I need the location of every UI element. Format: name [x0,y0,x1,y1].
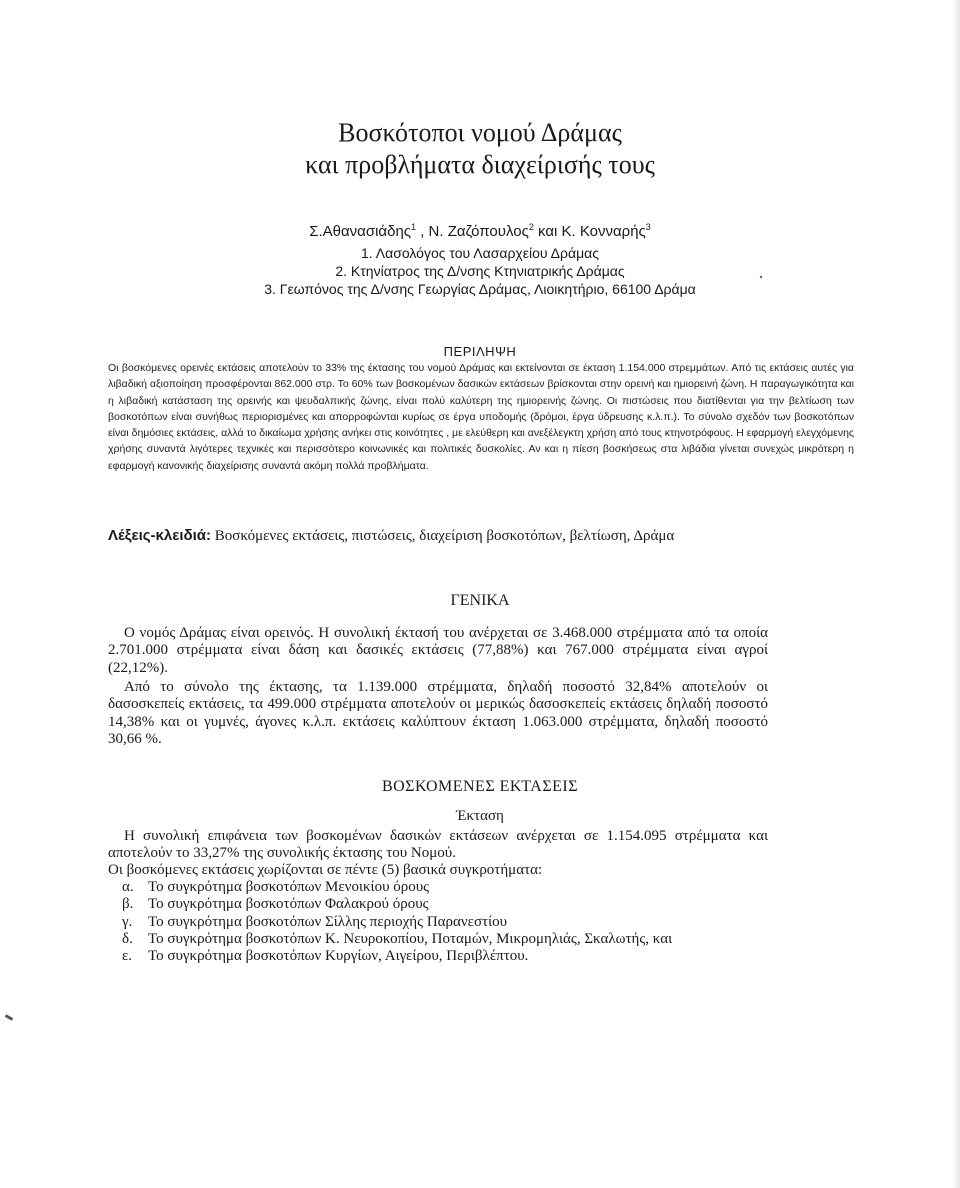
list-item [122,879,782,896]
abstract-heading: ΠΕΡΙΛΗΨΗ [443,344,517,359]
affiliation-1: 1. Λασολόγος του Λασαρχείου Δράμας [360,245,599,261]
paragraph: Από το σύνολο της έκτασης, τα 1.139.000 στρέμματα, δηλαδή ποσοστό 32,84% αποτελούν οι δασοσκεπείς εκτάσεις, τα 499.000 στρέμματα αποτελούν οι μερικώς δασοσκεπείς εκτάσεις δηλαδή ποσοστό 14,38% και οι γυμνές, άγονες κ.λ.π. εκτάσεις καλύπτουν έκταση 1.063.000 στρέμματα, δηλαδή ποσοστό 30,66 %. [108,679,768,747]
list-marker: γ. [122,913,133,930]
list-marker: ε. [122,948,133,965]
scan-edge-shadow [952,0,960,1188]
author-2-affiliation-mark: 2 [528,222,534,232]
list-item [122,914,782,931]
affiliation-3: 3. Γεωπόνος της Δ/νσης Γεωργίας Δράμας, Λιοικητήριο, 66100 Δράμα [264,281,696,297]
section-heading-general: ΓΕΝΙΚΑ [450,592,510,609]
list-item [122,896,782,913]
section-heading-grazed-areas: ΒΟΣΚΟΜΕΝΕΣ ΕΚΤΑΣΕΙΣ [381,778,579,795]
list-item [122,931,782,948]
paper-title-line-1: Βοσκότοποι νομού Δράμας [338,118,622,147]
grazing-complex-list [122,879,782,965]
author-1: Σ.Αθανασιάδης [309,223,412,240]
author-3: και Κ. Κονναρής [533,223,646,240]
paper-title-line-2: και προβλήματα διαχείρισής τους [305,150,655,179]
list-marker: α. [122,879,134,895]
list-item [122,948,782,965]
list-marker: δ. [122,930,133,947]
list-item-text: Το συγκρότημα βοσκοτόπων Κυργίων, Αιγείρου, Περιβλέπτου. [148,948,529,965]
keywords-text: Βοσκόμενες εκτάσεις, πιστώσεις, διαχείριση βοσκοτόπων, βελτίωση, Δράμα [211,528,675,544]
abstract-text: Οι βοσκόμενες ορεινές εκτάσεις αποτελούν το 33% της έκτασης του νομού Δράμας και εκτείνονται σε έκταση 1.154.000 στρεμμάτων. Από τις εκτάσεις αυτές για λιβαδική αξιοποίηση προσφέρονται 862.000 στρ. Το 60% των βοσκομένων δασικών εκτάσεων βρίσκονται στην ορεινή και ημιορεινή ζώνη. Η παραγωγικότητα και η λιβαδική κατάσταση της ορεινής και ψευδαλπικής ζώνης, είναι πολύ καλύτερη της ημιορεινής ζώνης. Οι πιστώσεις που διατίθενται για την βελτίωση των βοσκοτόπων είναι συνήθως περιορισμένες και απορροφώνται κυρίως σε έργα υποδομής (δρόμοι, έργα ύδρευσης κ.λ.π.). Το σύνολο σχεδόν των βοσκοτόπων είναι δημόσιες εκτάσεις, αλλά το δικαίωμα χρήσης ανήκει στις κοινότητες , με ελεύθερη και ανεξέλεγκτη χρήση από τους κτηνοτρόφους. Η εφαρμογή ελεγχόμενης χρήσης συναντά λιγότερες τεχνικές και περισσότερο κοινωνικές και πολιτικές δυσκολίες. Αν και η πίεση βοσκήσεως στα λιβάδια γίνεται συνεχώς μικρότερη η εφαρμογή κανονικής διαχείρισης συναντά ακόμη πολλά προβλήματα. [108,362,854,472]
list-item-text: Το συγκρότημα βοσκοτόπων Κ. Νευροκοπίου, Ποταμών, Μικρομηλιάς, Σκαλωτής, και [148,930,673,947]
list-item-text: Το συγκρότημα βοσκοτόπων Φαλακρού όρους [148,896,429,913]
author-2: , Ν. Ζαζόπουλος [416,223,529,240]
affiliation-2: 2. Κτηνίατρος της Δ/νσης Κτηνιατρικής Δράμας [335,263,625,279]
author-list [0,222,960,240]
author-3-affiliation-mark: 3 [645,222,651,232]
list-item-text: Το συγκρότημα βοσκοτόπων Σίλλης περιοχής Παρανεστίου [148,913,508,930]
keywords-label: Λέξεις-κλειδιά: [108,527,212,544]
scan-speck [5,1014,13,1021]
list-item-text: Το συγκρότημα βοσκοτόπων Μενοικίου όρους [148,879,430,895]
keywords [108,526,868,546]
author-1-affiliation-mark: 1 [411,222,417,232]
subsection-heading-area: Έκταση [456,808,504,824]
list-marker: β. [122,896,134,913]
paragraph: Ο νομός Δράμας είναι ορεινός. Η συνολική έκτασή του ανέρχεται σε 3.468.000 στρέμματα από τα οποία 2.701.000 στρέμματα είναι δάση και δασικές εκτάσεις (77,88%) και 767.000 στρέμματα είναι αγροί (22,12%). [108,625,768,676]
paragraph: Η συνολική επιφάνεια των βοσκομένων δασικών εκτάσεων ανέρχεται σε 1.154.095 στρέμματα και αποτελούν το 33,27% της συνολικής έκτασης του Νομού. [108,828,768,862]
paragraph: Οι βοσκόμενες εκτάσεις χωρίζονται σε πέντε (5) βασικά συγκροτήματα: [108,862,543,878]
